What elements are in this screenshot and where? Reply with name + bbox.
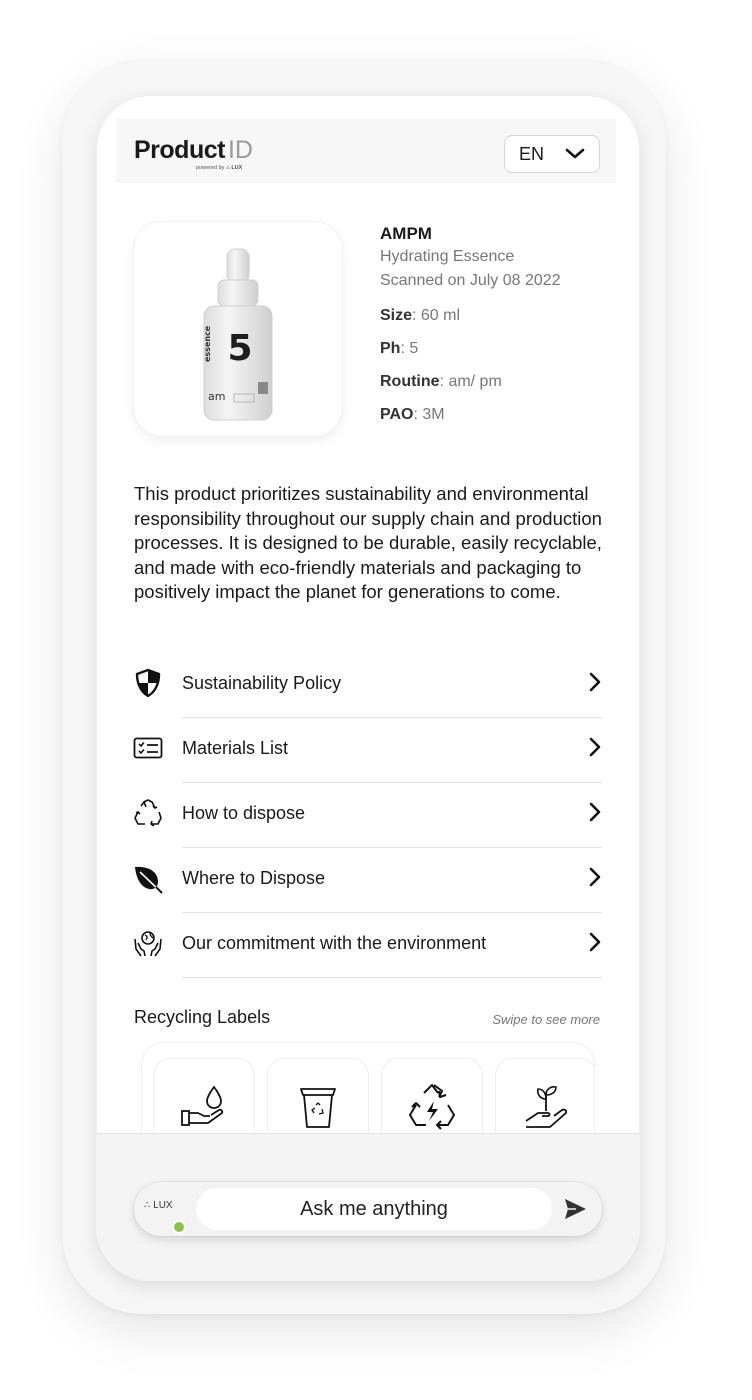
product-image-card xyxy=(134,222,342,436)
leaf-icon xyxy=(132,862,164,894)
lux-logo: ∴ LUX xyxy=(144,1200,173,1211)
brand-logo xyxy=(134,135,253,171)
powered-by: powered by ∴ LUX xyxy=(196,165,243,171)
list-icon xyxy=(132,732,164,764)
chevron-right-icon xyxy=(588,931,602,953)
chat-box xyxy=(134,1182,602,1236)
menu-item-sustainability-policy[interactable] xyxy=(132,653,602,718)
menu-item-how-to-dispose[interactable] xyxy=(132,783,602,848)
bottle-logo: am xyxy=(208,390,226,403)
online-status-dot xyxy=(172,1220,186,1234)
info-menu xyxy=(132,653,602,978)
send-icon[interactable] xyxy=(562,1196,588,1222)
chevron-down-icon xyxy=(565,148,585,160)
spec-pao: PAO: 3M xyxy=(380,406,445,423)
menu-item-label: Our commitment with the environment xyxy=(182,933,487,953)
language-select[interactable] xyxy=(504,135,600,173)
recycle-icon xyxy=(132,797,164,829)
menu-item-label: How to dispose xyxy=(182,803,306,823)
bottle-number: 5 xyxy=(227,328,253,369)
bottle-word: essence xyxy=(203,325,212,362)
scan-date: Scanned on July 08 2022 xyxy=(380,272,561,289)
spec-size: Size: 60 ml xyxy=(380,307,461,324)
menu-item-label: Sustainability Policy xyxy=(182,673,342,693)
chevron-right-icon xyxy=(588,801,602,823)
water-hand-icon xyxy=(178,1081,230,1133)
plant-hand-icon xyxy=(520,1081,572,1133)
phone-screen xyxy=(96,95,640,1281)
product-info xyxy=(380,223,620,425)
recycling-labels-title: Recycling Labels xyxy=(134,1007,271,1027)
product-name: Hydrating Essence xyxy=(380,248,515,265)
product-brand: AMPM xyxy=(380,224,432,243)
recycle-bin-icon xyxy=(292,1081,344,1133)
product-bottle-image xyxy=(134,222,342,436)
divider xyxy=(182,977,602,978)
chevron-right-icon xyxy=(588,671,602,693)
product-specs xyxy=(380,306,620,425)
language-value: EN xyxy=(519,143,545,164)
hands-globe-icon xyxy=(132,927,164,959)
app-header xyxy=(116,119,616,183)
menu-item-label: Where to Dispose xyxy=(182,868,326,888)
brand-title: Product ID xyxy=(134,136,253,164)
shield-icon xyxy=(132,667,164,699)
menu-item-materials-list[interactable] xyxy=(132,718,602,783)
menu-item-where-to-dispose[interactable] xyxy=(132,848,602,913)
assistant-bar xyxy=(96,1133,640,1281)
ask-input[interactable] xyxy=(196,1188,552,1230)
product-description: This product prioritizes sustainability and environmental responsibility throughout our supply chain and production processes. It is designed to be durable, easily recyclable, and made with eco-friendly materials and packaging to positively impact the planet for generations to come. xyxy=(134,483,602,602)
swipe-hint: Swipe to see more xyxy=(492,1012,600,1027)
chevron-right-icon xyxy=(588,866,602,888)
spec-ph: Ph: 5 xyxy=(380,340,419,357)
menu-item-label: Materials List xyxy=(182,738,289,758)
chevron-right-icon xyxy=(588,736,602,758)
spec-routine: Routine: am/ pm xyxy=(380,373,502,390)
menu-item-environment-commitment[interactable] xyxy=(132,913,602,978)
recycle-energy-icon xyxy=(406,1081,458,1133)
